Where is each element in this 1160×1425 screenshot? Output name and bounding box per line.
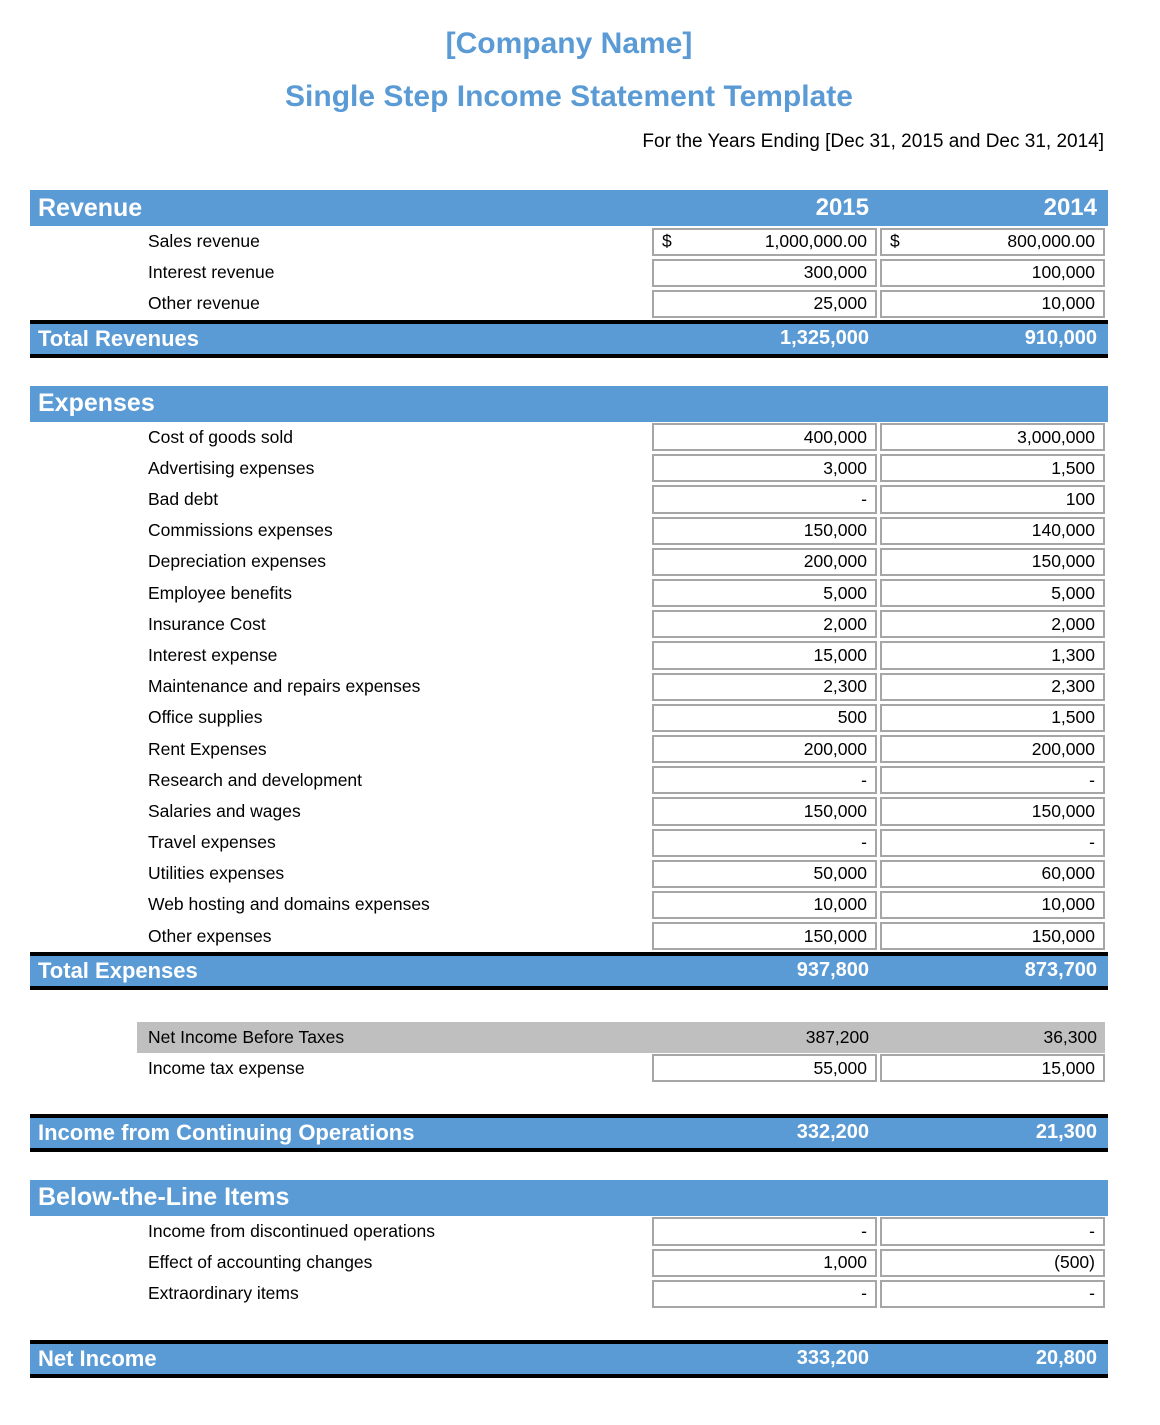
total-expenses-label: Total Expenses <box>38 957 198 983</box>
revenue-section-header <box>30 190 1108 226</box>
value-cell-2014: 10,000 <box>880 891 1105 919</box>
row-label: Effect of accounting changes <box>148 1252 373 1273</box>
total-expenses-bar <box>30 952 1108 990</box>
table-row <box>30 858 1108 889</box>
value-cell-2014: 2,300 <box>880 673 1105 701</box>
value-cell-2015: - <box>652 766 877 794</box>
table-row <box>30 257 1108 288</box>
value-cell-2014: 60,000 <box>880 860 1105 888</box>
net-income-before-taxes-2015: 387,200 <box>805 1026 869 1047</box>
total-expenses-2014: 873,700 <box>1024 959 1097 982</box>
continuing-operations-2015: 332,200 <box>796 1121 869 1144</box>
row-label: Advertising expenses <box>148 457 315 478</box>
table-row <box>30 288 1108 319</box>
table-row <box>30 1247 1108 1278</box>
revenue-rows <box>30 226 1108 320</box>
row-label: Sales revenue <box>148 231 260 252</box>
row-label: Other revenue <box>148 293 260 314</box>
table-row <box>30 422 1108 453</box>
value-cell-2015: - <box>652 829 877 857</box>
cell-value: 1,000,000.00 <box>764 231 867 252</box>
table-row <box>30 1278 1108 1309</box>
row-label: Office supplies <box>148 707 263 728</box>
table-row <box>30 827 1108 858</box>
value-cell-2014: - <box>880 1217 1105 1245</box>
table-row <box>30 671 1108 702</box>
continuing-operations-2014: 21,300 <box>1035 1121 1097 1144</box>
table-row <box>30 484 1108 515</box>
page-title: Single Step Income Statement Template <box>285 80 853 113</box>
revenue-section-label: Revenue <box>38 193 143 222</box>
row-label: Utilities expenses <box>148 863 285 884</box>
row-label: Research and development <box>148 769 363 790</box>
row-label: Insurance Cost <box>148 613 266 634</box>
row-label: Income from discontinued operations <box>148 1221 435 1242</box>
value-cell-2015: 150,000 <box>652 922 877 950</box>
row-label: Income tax expense <box>148 1057 305 1078</box>
income-tax-rows <box>30 1053 1108 1084</box>
value-cell-2015: 150,000 <box>652 797 877 825</box>
below-the-line-section-header <box>30 1180 1108 1216</box>
row-label: Cost of goods sold <box>148 426 293 447</box>
value-cell-2014: 1,300 <box>880 641 1105 669</box>
row-label: Interest revenue <box>148 262 275 283</box>
row-label: Other expenses <box>148 925 272 946</box>
value-cell-2014: 100 <box>880 485 1105 513</box>
value-cell-2014: 140,000 <box>880 517 1105 545</box>
table-row <box>30 921 1108 952</box>
cell-value: 800,000.00 <box>1007 231 1095 252</box>
table-row <box>30 453 1108 484</box>
value-cell-2015: 1,000 <box>652 1249 877 1277</box>
value-cell-2015: 10,000 <box>652 891 877 919</box>
table-row <box>30 640 1108 671</box>
row-label: Bad debt <box>148 489 219 510</box>
row-label: Salaries and wages <box>148 800 301 821</box>
value-cell-2014: 1,500 <box>880 704 1105 732</box>
below-the-line-rows <box>30 1216 1108 1310</box>
table-row <box>30 609 1108 640</box>
row-label: Web hosting and domains expenses <box>148 894 430 915</box>
total-revenues-2015: 1,325,000 <box>780 327 869 350</box>
net-income-label: Net Income <box>38 1345 157 1371</box>
value-cell-2014: 5,000 <box>880 579 1105 607</box>
row-label: Rent Expenses <box>148 738 267 759</box>
value-cell-2014: 2,000 <box>880 610 1105 638</box>
value-cell-2015: 150,000 <box>652 517 877 545</box>
total-revenues-label: Total Revenues <box>38 325 199 351</box>
row-label: Employee benefits <box>148 582 292 603</box>
continuing-operations-bar <box>30 1114 1108 1152</box>
value-cell-2015: 25,000 <box>652 290 877 318</box>
value-cell-2015: 3,000 <box>652 454 877 482</box>
value-cell-2014: 1,500 <box>880 454 1105 482</box>
table-row <box>30 702 1108 733</box>
row-label: Travel expenses <box>148 832 276 853</box>
table-row <box>30 546 1108 577</box>
net-income-2014: 20,800 <box>1035 1347 1097 1369</box>
net-income-2015: 333,200 <box>796 1347 869 1369</box>
value-cell-2014: (500) <box>880 1249 1105 1277</box>
value-cell-2014: 150,000 <box>880 922 1105 950</box>
table-row <box>30 796 1108 827</box>
currency-symbol: $ <box>890 231 900 252</box>
value-cell-2015: - <box>652 1217 877 1245</box>
total-revenues-bar <box>30 320 1108 358</box>
net-income-bar <box>30 1340 1108 1378</box>
expenses-rows <box>30 422 1108 952</box>
row-label: Extraordinary items <box>148 1283 299 1304</box>
value-cell-2014: 100,000 <box>880 259 1105 287</box>
value-cell-2015: - <box>652 1280 877 1308</box>
table-row <box>30 889 1108 920</box>
value-cell-2014: 150,000 <box>880 548 1105 576</box>
company-name-title: [Company Name] <box>445 27 693 60</box>
value-cell-2015: 15,000 <box>652 641 877 669</box>
table-row <box>30 765 1108 796</box>
row-label: Depreciation expenses <box>148 551 327 572</box>
value-cell-2014: 15,000 <box>880 1054 1105 1082</box>
value-cell-2014: 150,000 <box>880 797 1105 825</box>
total-expenses-2015: 937,800 <box>796 959 869 982</box>
column-header-2014: 2014 <box>1043 194 1097 221</box>
row-label: Commissions expenses <box>148 520 333 541</box>
period-subtitle: For the Years Ending [Dec 31, 2015 and Dec 31, 2014] <box>642 131 1104 152</box>
value-cell-2014: - <box>880 766 1105 794</box>
value-cell-2015: 2,300 <box>652 673 877 701</box>
continuing-operations-label: Income from Continuing Operations <box>38 1119 415 1145</box>
table-row <box>30 733 1108 764</box>
value-cell-2014 <box>880 228 1105 256</box>
value-cell-2015: 5,000 <box>652 579 877 607</box>
value-cell-2015: 300,000 <box>652 259 877 287</box>
table-row <box>30 226 1108 257</box>
value-cell-2015: 400,000 <box>652 423 877 451</box>
value-cell-2015: 500 <box>652 704 877 732</box>
value-cell-2015: 200,000 <box>652 735 877 763</box>
net-income-before-taxes-2014: 36,300 <box>1043 1026 1097 1047</box>
total-revenues-2014: 910,000 <box>1024 327 1097 350</box>
document-body <box>30 0 1108 1378</box>
value-cell-2015: 50,000 <box>652 860 877 888</box>
column-header-2015: 2015 <box>815 194 869 221</box>
table-row <box>30 515 1108 546</box>
row-label: Maintenance and repairs expenses <box>148 676 421 697</box>
value-cell-2014: 200,000 <box>880 735 1105 763</box>
net-income-before-taxes-bar <box>137 1022 1105 1053</box>
expenses-section-label: Expenses <box>38 389 155 418</box>
table-row <box>30 1216 1108 1247</box>
value-cell-2014: 10,000 <box>880 290 1105 318</box>
expenses-section-header <box>30 386 1108 422</box>
net-income-before-taxes-label: Net Income Before Taxes <box>148 1026 345 1047</box>
value-cell-2015 <box>652 228 877 256</box>
currency-symbol: $ <box>662 231 672 252</box>
value-cell-2015: 200,000 <box>652 548 877 576</box>
table-row <box>30 1053 1108 1084</box>
below-the-line-section-label: Below-the-Line Items <box>38 1183 290 1212</box>
value-cell-2014: - <box>880 1280 1105 1308</box>
value-cell-2015: 55,000 <box>652 1054 877 1082</box>
value-cell-2015: 2,000 <box>652 610 877 638</box>
row-label: Interest expense <box>148 644 278 665</box>
value-cell-2015: - <box>652 485 877 513</box>
table-row <box>30 578 1108 609</box>
value-cell-2014: 3,000,000 <box>880 423 1105 451</box>
value-cell-2014: - <box>880 829 1105 857</box>
